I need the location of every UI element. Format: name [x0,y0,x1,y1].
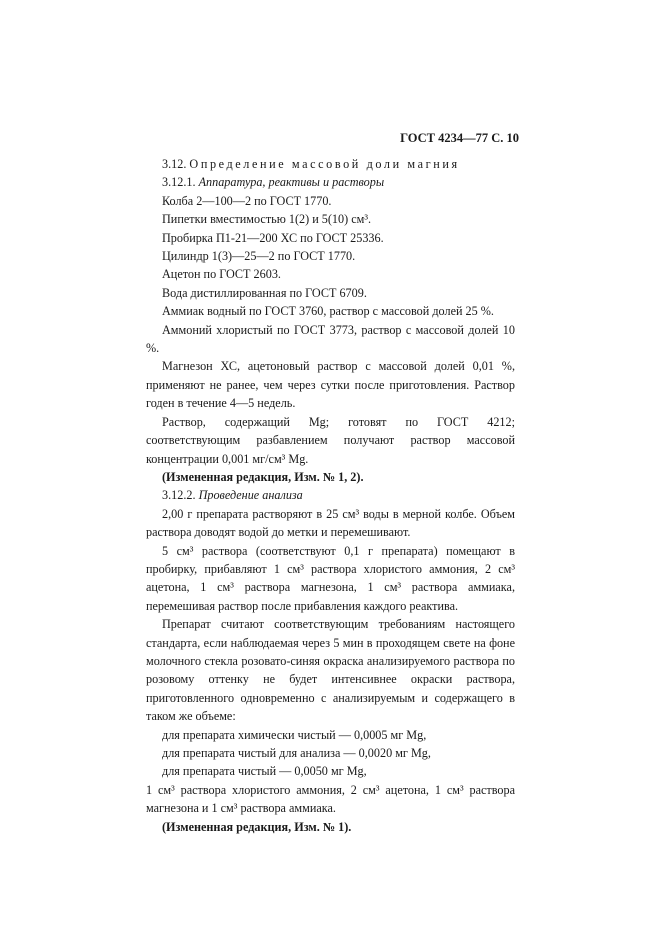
section-title: Аппаратура, реактивы и растворы [198,175,385,190]
mg-solution-paragraph: Раствор, содержащий Mg; готовят по ГОСТ 4212; соответствующим разбавлением получают раствор массовой концентрации 0,001 мг/см³ Mg. [146,414,515,466]
section-number: 3.12.1. [162,175,199,190]
section-3-12-heading [146,155,515,173]
section-number: 3.12. [162,157,190,171]
page-header: ГОСТ 4234—77 С. 10 [400,131,519,145]
section-title: Определение массовой доли магния [189,157,460,171]
section-3-12-1-heading [146,173,515,191]
material-item: Пробирка П1-21—200 ХС по ГОСТ 25336. [162,230,384,245]
section-3-12-2-heading [146,486,515,504]
revision-note: (Измененная редакция, Изм. № 1). [162,819,352,834]
magnezon-paragraph: Магнезон ХС, ацетоновый раствор с массовой долей 0,01 %, применяют не ранее, чем через сутки после приготовления. Раствор годен в течение 4—5 недель. [146,359,515,411]
analysis-paragraph: Препарат считают соответствующим требованиям настоящего стандарта, если наблюдаемая через 5 мин в проходящем свете на фоне молочного стекла розовато-синяя окраска анализируемого раствора по розовому оттенку не будет интенсивнее окраски раствора, приготовленного одновременно с анализируемым и содержащего в таком же объеме: [146,617,515,724]
material-item: Цилиндр 1(3)—25—2 по ГОСТ 1770. [162,249,356,264]
grade-item: для препарата химически чистый — 0,0005 мг Mg, [162,727,427,742]
material-item: Пипетки вместимостью 1(2) и 5(10) см³. [162,212,372,227]
section-title: Проведение анализа [198,488,303,503]
material-item: Ацетон по ГОСТ 2603. [162,267,281,282]
material-item: Аммоний хлористый по ГОСТ 3773, раствор с массовой долей 10 %. [146,322,515,356]
material-item: Аммиак водный по ГОСТ 3760, раствор с массовой долей 25 %. [162,304,494,319]
material-item: Колба 2—100—2 по ГОСТ 1770. [162,193,332,208]
section-number: 3.12.2. [162,488,199,503]
revision-note: (Измененная редакция, Изм. № 1, 2). [162,469,364,484]
grade-item: для препарата чистый — 0,0050 мг Mg, [162,764,367,779]
document-body [146,155,515,836]
reagents-tail: 1 см³ раствора хлористого аммония, 2 см³ ацетона, 1 см³ раствора магнезона и 1 см³ раствора аммиака. [146,782,515,816]
grade-item: для препарата чистый для анализа — 0,0020 мг Mg, [162,746,431,760]
analysis-paragraph: 2,00 г препарата растворяют в 25 см³ воды в мерной колбе. Объем раствора доводят водой до метки и перемешивают. [146,506,515,540]
material-item: Вода дистиллированная по ГОСТ 6709. [162,285,367,300]
analysis-paragraph: 5 см³ раствора (соответствуют 0,1 г препарата) помещают в пробирку, прибавляют 1 см³ раствора хлористого аммония, 2 см³ ацетона, 1 см³ раствора магнезона, 1 см³ раствора аммиака, перемешивая раствор после прибавления каждого реактива. [146,543,515,613]
